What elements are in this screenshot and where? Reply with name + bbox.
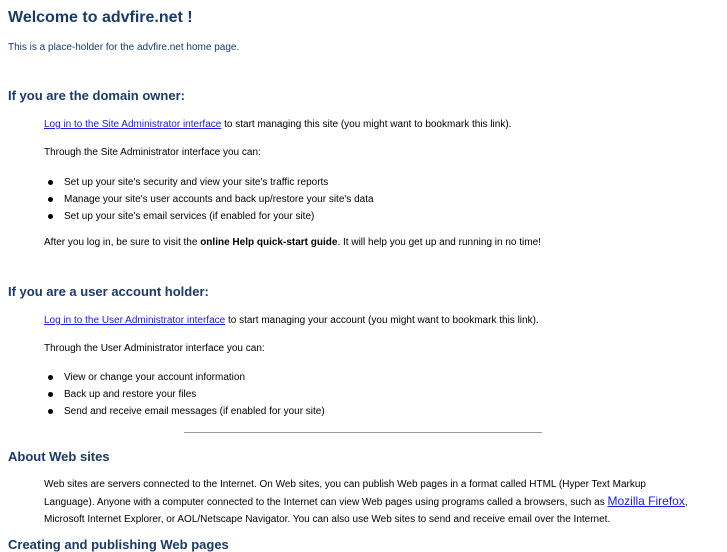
user-admin-through: Through the User Administrator interface you can: bbox=[44, 343, 265, 354]
list-item: Back up and restore your files bbox=[44, 388, 325, 405]
after-post: . It will help you get up and running in no time! bbox=[337, 237, 541, 248]
page-title: Welcome to advfire.net ! bbox=[8, 9, 193, 26]
after-login-para bbox=[44, 237, 541, 248]
list-item: Set up your site's email services (if enabled for your site) bbox=[44, 210, 374, 227]
domain-owner-heading: If you are the domain owner: bbox=[8, 88, 185, 103]
list-item: Send and receive email messages (if enabled for your site) bbox=[44, 405, 325, 422]
user-admin-login-rest: to start managing your account (you might want to bookmark this link). bbox=[225, 315, 539, 326]
site-admin-login-para bbox=[44, 119, 511, 130]
user-admin-list bbox=[44, 371, 325, 422]
user-admin-login-para bbox=[44, 315, 539, 326]
site-admin-login-rest: to start managing this site (you might want to bookmark this link). bbox=[221, 119, 512, 130]
site-admin-through: Through the Site Administrator interface you can: bbox=[44, 147, 261, 158]
site-admin-list bbox=[44, 176, 374, 227]
about-text bbox=[44, 476, 694, 528]
firefox-link[interactable]: Mozilla Firefox bbox=[607, 494, 685, 508]
help-guide-text: online Help quick-start guide bbox=[200, 237, 338, 248]
about-heading: About Web sites bbox=[8, 449, 110, 464]
list-item: Manage your site's user accounts and back up/restore your site's data bbox=[44, 193, 374, 210]
list-item: View or change your account information bbox=[44, 371, 325, 388]
about-text-pre: Web sites are servers connected to the Internet. On Web sites, you can publish Web pages in a format called HTML (Hyper Text Markup Language). Anyone with a computer connected to the Internet can view Web pages using programs called a browsers, such as bbox=[44, 479, 646, 508]
user-admin-login-link[interactable]: Log in to the User Administrator interface bbox=[44, 315, 226, 326]
list-item: Set up your site's security and view your site's traffic reports bbox=[44, 176, 374, 193]
about-text-post: , Microsoft Internet Explorer, or AOL/Netscape Navigator. You can also use Web sites to send and receive email over the Internet. bbox=[44, 497, 688, 525]
user-holder-heading: If you are a user account holder: bbox=[8, 284, 209, 299]
after-pre: After you log in, be sure to visit the bbox=[44, 237, 201, 248]
intro-text: This is a place-holder for the advfire.net home page. bbox=[8, 42, 240, 53]
site-admin-login-link[interactable]: Log in to the Site Administrator interface bbox=[44, 119, 222, 130]
divider bbox=[184, 432, 542, 433]
creating-publishing-heading: Creating and publishing Web pages bbox=[8, 537, 229, 552]
